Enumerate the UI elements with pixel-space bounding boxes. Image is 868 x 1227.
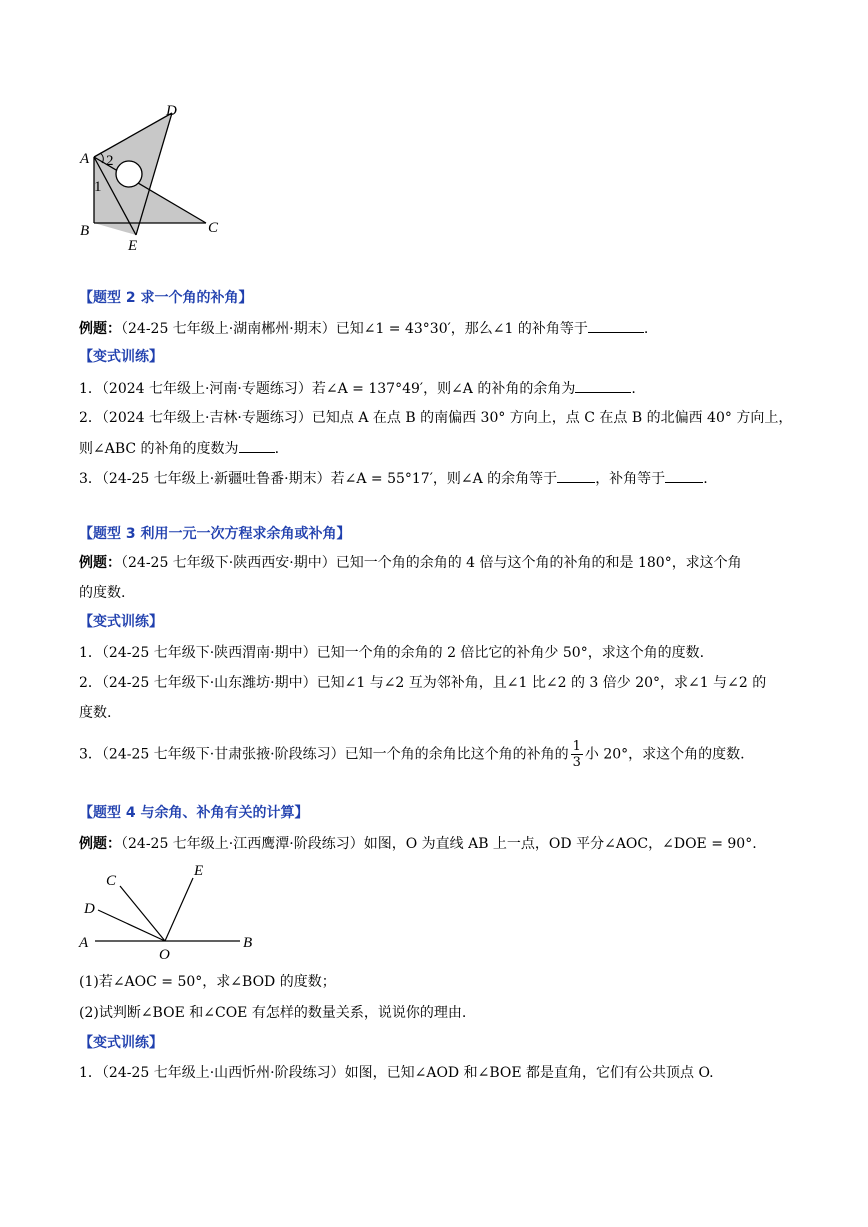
section-3-example [79, 553, 742, 573]
section-2-variation-heading: 【变式训练】 [79, 349, 163, 365]
label-C: C [208, 220, 219, 236]
fraction-numerator: 1 [572, 739, 581, 754]
section-2-q3 [79, 468, 708, 489]
question-text: 则∠ABC 的补角的度数为 [79, 441, 239, 457]
question-text: ，补角等于 [595, 471, 666, 487]
question-text: 小 20°，求这个角的度数. [584, 746, 745, 763]
fraction-one-third [571, 739, 583, 770]
section-4-heading: 【题型 4 与余角、补角有关的计算】 [79, 805, 309, 821]
example-text: （24-25 七年级上·江西鹰潭·阶段练习）如图，O 为直线 AB 上一点，OD 平分∠AOC，∠DOE = 90°. [121, 836, 757, 852]
example-text: （24-25 七年级上·湖南郴州·期末）已知∠1 = 43°30′，那么∠1 的补角等于 [121, 321, 588, 337]
section-3-variation-heading: 【变式训练】 [79, 614, 163, 630]
label-A: A [80, 151, 90, 167]
answer-blank [575, 378, 631, 393]
example-label: 例题： [79, 321, 121, 337]
answer-blank [665, 468, 703, 483]
section-2-q2a: 2．（2024 七年级上·吉林·专题练习）已知点 A 在点 B 的南偏西 30° 方向上，点 C 在点 B 的北偏西 40° 方向上， [79, 410, 793, 426]
section-4-part1: (1)若∠AOC = 50°，求∠BOD 的度数； [79, 974, 336, 990]
example-label: 例题： [79, 555, 121, 571]
section-4-example [79, 834, 757, 854]
answer-blank [239, 438, 275, 453]
label-A: A [79, 935, 89, 951]
question-text: 3．（24-25 七年级下·甘肃张掖·阶段练习）已知一个角的余角比这个角的补角的 [79, 746, 569, 763]
section-3-heading: 【题型 3 利用一元一次方程求余角或补角】 [79, 526, 351, 542]
section-2-q2b [79, 438, 279, 459]
question-text: 1．（2024 七年级上·河南·专题练习）若∠A = 137°49′，则∠A 的补角的余角为 [79, 381, 576, 397]
label-E: E [128, 238, 138, 254]
label-O: O [159, 947, 170, 963]
figure-triangles [70, 95, 310, 275]
example-text: （24-25 七年级下·陕西西安·期中）已知一个角的余角的 4 倍与这个角的补角的和是 180°，求这个角 [121, 555, 742, 571]
section-3-q2a: 2．（24-25 七年级下·山东潍坊·期中）已知∠1 与∠2 互为邻补角，且∠1 比∠2 的 3 倍少 20°，求∠1 与∠2 的 [79, 675, 767, 691]
label-D: D [84, 901, 95, 917]
fraction-denominator: 3 [572, 755, 581, 770]
section-2-heading: 【题型 2 求一个角的补角】 [79, 290, 253, 306]
section-2-q1 [79, 378, 636, 399]
section-2-example [79, 318, 648, 339]
label-B: B [80, 223, 90, 239]
label-C: C [106, 873, 117, 889]
period: . [274, 441, 280, 457]
section-4-q1: 1．（24-25 七年级上·山西忻州·阶段练习）如图，已知∠AOD 和∠BOE 都是直角，它们有公共顶点 O. [79, 1065, 714, 1081]
period: . [703, 471, 708, 487]
section-3-q3 [79, 739, 745, 770]
figure-angles [75, 858, 275, 963]
section-4-variation-heading: 【变式训练】 [79, 1035, 163, 1051]
section-4-part2: (2)试判断∠BOE 和∠COE 有怎样的数量关系，说说你的理由. [79, 1005, 467, 1021]
period: . [631, 381, 636, 397]
circle-shape [116, 161, 142, 187]
label-angle-2: 2 [106, 153, 114, 169]
label-angle-1: 1 [94, 179, 102, 195]
label-B: B [243, 935, 253, 951]
example-label: 例题： [79, 836, 121, 852]
period: . [643, 321, 649, 337]
label-E: E [194, 863, 204, 879]
answer-blank [557, 468, 595, 483]
question-text: 3．（24-25 七年级上·新疆吐鲁番·期末）若∠A = 55°17′，则∠A 的余角等于 [79, 471, 558, 487]
section-3-q1: 1．（24-25 七年级下·陕西渭南·期中）已知一个角的余角的 2 倍比它的补角少 50°，求这个角的度数. [79, 645, 705, 661]
answer-blank [588, 318, 644, 333]
section-3-q2b: 度数. [79, 705, 112, 721]
section-3-example-cont: 的度数. [79, 585, 126, 601]
label-D: D [166, 103, 177, 119]
